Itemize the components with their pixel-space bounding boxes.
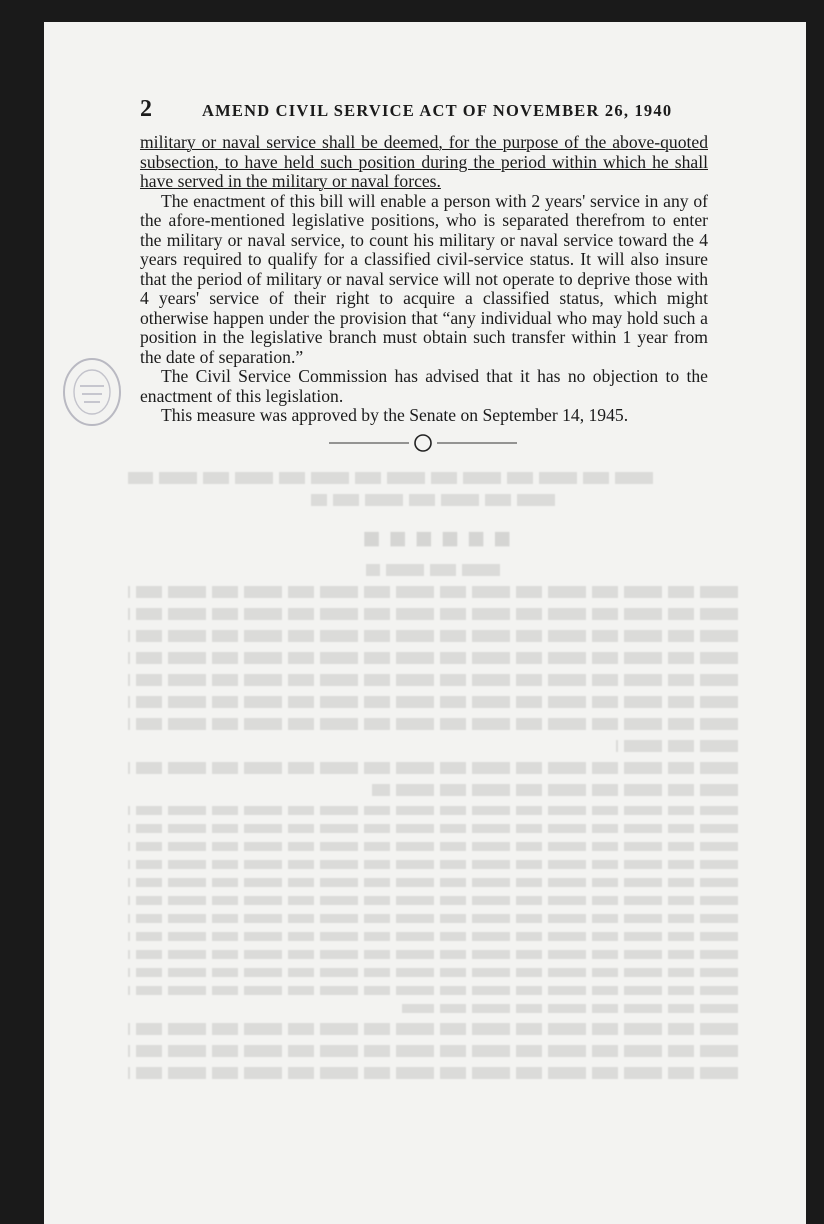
bleed-line (128, 586, 738, 598)
bleed-line (128, 932, 738, 941)
bleed-line (128, 806, 738, 815)
bleed-line (128, 718, 738, 730)
page-number: 2 (140, 96, 152, 122)
bleed-line (128, 842, 738, 851)
paragraph-commission: The Civil Service Commission has advised that it has no objection to the enactment of this legislation. (140, 366, 708, 406)
paragraph-senate-approval: This measure was approved by the Senate on September 14, 1945. (161, 405, 629, 425)
bleed-line (128, 860, 738, 869)
bleed-line (128, 630, 738, 642)
circle-rule-divider-icon (329, 432, 517, 454)
bleed-line (128, 652, 738, 664)
bleed-line (128, 896, 738, 905)
bleed-line (128, 472, 653, 484)
archive-stamp-icon (60, 356, 122, 428)
reverse-side-bleed-through (128, 462, 738, 1089)
bleed-line (128, 878, 738, 887)
bleed-line (128, 1023, 738, 1035)
bleed-line (128, 824, 738, 833)
bleed-line (366, 564, 500, 576)
bleed-line (128, 1045, 738, 1057)
bleed-line (128, 1067, 738, 1079)
quoted-text-end: military or naval service shall be deemed, for the purpose of the above-quoted subsection, to have held such position during the period within which he shall have served in the military or naval forces. (140, 132, 708, 191)
document-page (44, 22, 806, 1224)
page-header (140, 96, 760, 123)
bleed-line (128, 968, 738, 977)
bleed-line (128, 696, 738, 708)
bleed-line (128, 608, 738, 620)
bleed-line (128, 674, 738, 686)
bleed-line (403, 1004, 739, 1013)
paragraph-enactment: The enactment of this bill will enable a person with 2 years' service in any of the afore-mentioned legislative positions, who is separated therefrom to enter the military or naval service, to count his military or naval service toward the 4 years required to qualify for a classified civil-service status. It will also insure that the period of military or naval service will not operate to deprive those with 4 years' service of their right to acquire a classified status, which might otherwise happen under the provision that “any individual who may hold such a position in the legislative branch must obtain such transfer within 1 year from the date of separation.” (140, 190, 708, 367)
bleed-line (128, 914, 738, 923)
bleed-line (372, 784, 738, 796)
bleed-line (128, 986, 738, 995)
bleed-line (128, 950, 738, 959)
bleed-line (616, 740, 738, 752)
running-head: AMEND CIVIL SERVICE ACT OF NOVEMBER 26, 1940 (202, 101, 673, 120)
report-body (140, 133, 708, 426)
bleed-title-block: ■■■■■■ (354, 522, 512, 555)
bleed-line (311, 494, 555, 506)
bleed-line (128, 762, 738, 774)
